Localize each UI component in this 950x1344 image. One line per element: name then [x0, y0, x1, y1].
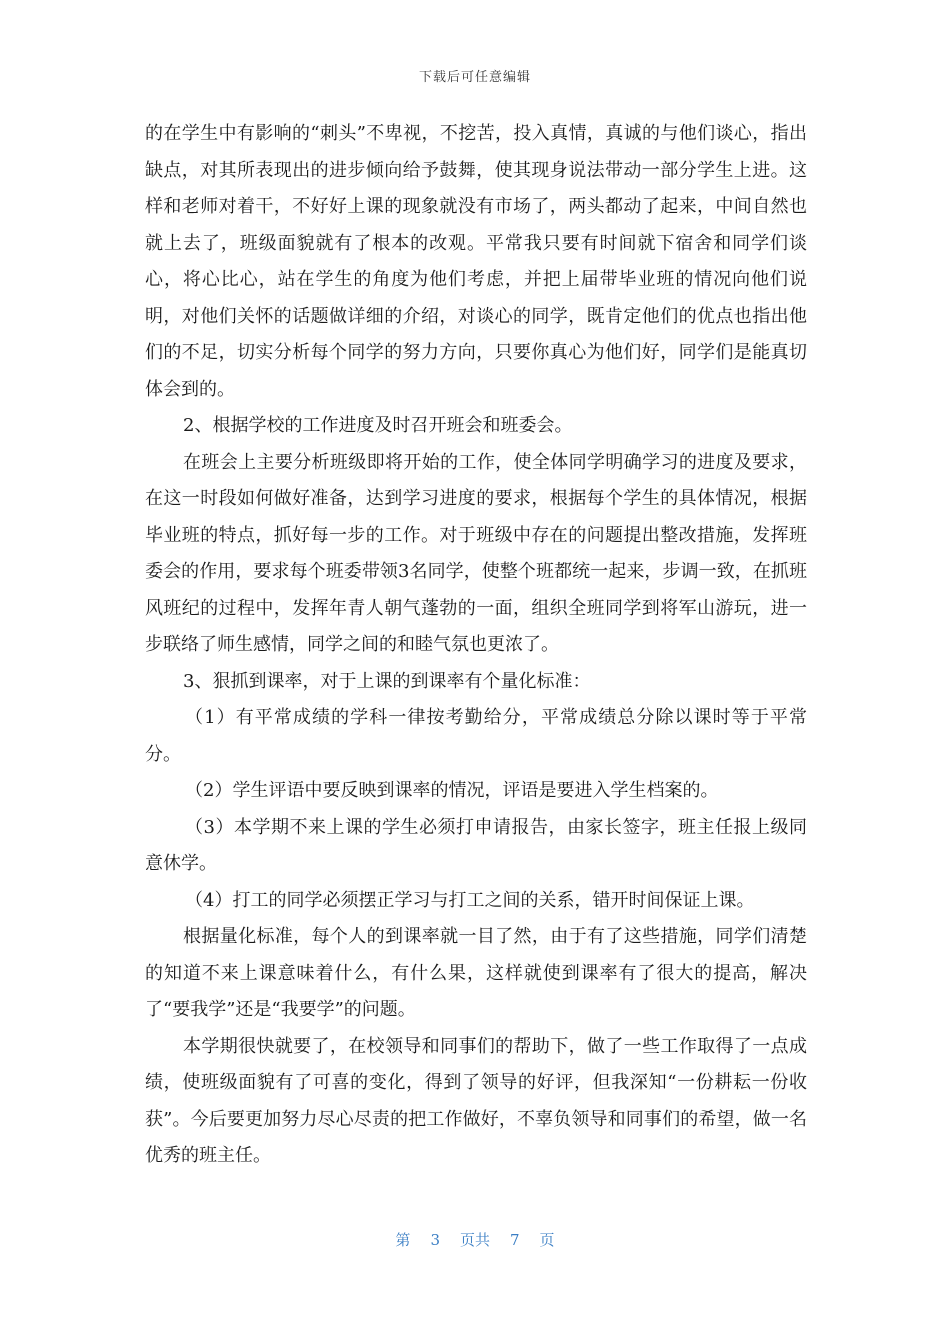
paragraph-sub-item-3: （3）本学期不来上课的学生必须打申请报告，由家长签字，班主任报上级同意休学。 — [145, 816, 807, 874]
footer-current-page: 3 — [430, 1231, 440, 1249]
paragraph-conclusion: 本学期很快就要了，在校领导和同事们的帮助下，做了一些工作取得了一点成绩，使班级面貌有了可喜的变化，得到了领导的好评，但我深知“一份耕耘一份收获”。今后要更加努力尽心尽责的把工作做好，不辜负领导和同事们的希望，做一名优秀的班主任。 — [145, 1035, 807, 1166]
paragraph-item-2-heading: 2、根据学校的工作进度及时召开班会和班委会。 — [183, 415, 573, 436]
paragraph-item-3-heading: 3、狠抓到课率，对于上课的到课率有个量化标准： — [183, 670, 591, 692]
footer-total-pages: 7 — [510, 1231, 520, 1249]
paragraph-sub-item-2: （2）学生评语中要反映到课率的情况，评语是要进入学生档案的。 — [185, 780, 719, 801]
paragraph-sub-item-4: （4）打工的同学必须摆正学习与打工之间的关系，错开时间保证上课。 — [185, 889, 755, 911]
page-footer — [0, 1229, 950, 1250]
paragraph-sub-item-1: （1）有平常成绩的学科一律按考勤给分，平常成绩总分除以课时等于平常分。 — [145, 707, 807, 765]
paragraph-quantified-standard: 根据量化标准，每个人的到课率就一目了然，由于有了这些措施，同学们清楚的知道不来上课意味着什么，有什么果，这样就使到课率有了很大的提高，解决了“要我学”还是“我要学”的问题。 — [145, 926, 807, 1020]
document-body — [145, 116, 807, 1175]
footer-prefix: 第 — [395, 1231, 411, 1249]
page-header: 下载后可任意编辑 — [418, 70, 531, 85]
footer-middle: 页共 — [459, 1231, 490, 1249]
paragraph-class-meeting: 在班会上主要分析班级即将开始的工作，使全体同学明确学习的进度及要求，在这一时段如何做好准备，达到学习进度的要求，根据每个学生的具体情况，根据毕业班的特点，抓好每一步的工作。对于班级中存在的问题提出整改措施，发挥班委会的作用，要求每个班委带领3名同学，使整个班都统一起来，步调一致，在抓班风班纪的过程中，发挥年青人朝气蓬勃的一面，组织全班同学到将军山游玩，进一步联络了师生感情，同学之间的和睦气氛也更浓了。 — [145, 451, 807, 655]
paragraph-continuation: 的在学生中有影响的“刺头”不卑视，不挖苦，投入真情，真诚的与他们谈心，指出缺点，对其所表现出的进步倾向给予鼓舞，使其现身说法带动一部分学生上进。这样和老师对着干，不好好上课的现象就没有市场了，两头都动了起来，中间自然也就上去了，班级面貌就有了根本的改观。平常我只要有时间就下宿舍和同学们谈心，将心比心，站在学生的角度为他们考虑，并把上届带毕业班的情况向他们说明，对他们关怀的话题做详细的介绍，对谈心的同学，既肯定他们的优点也指出他们的不足，切实分析每个同学的努力方向，只要你真心为他们好，同学们是能真切体会到的。 — [145, 123, 807, 400]
footer-suffix: 页 — [539, 1231, 555, 1249]
